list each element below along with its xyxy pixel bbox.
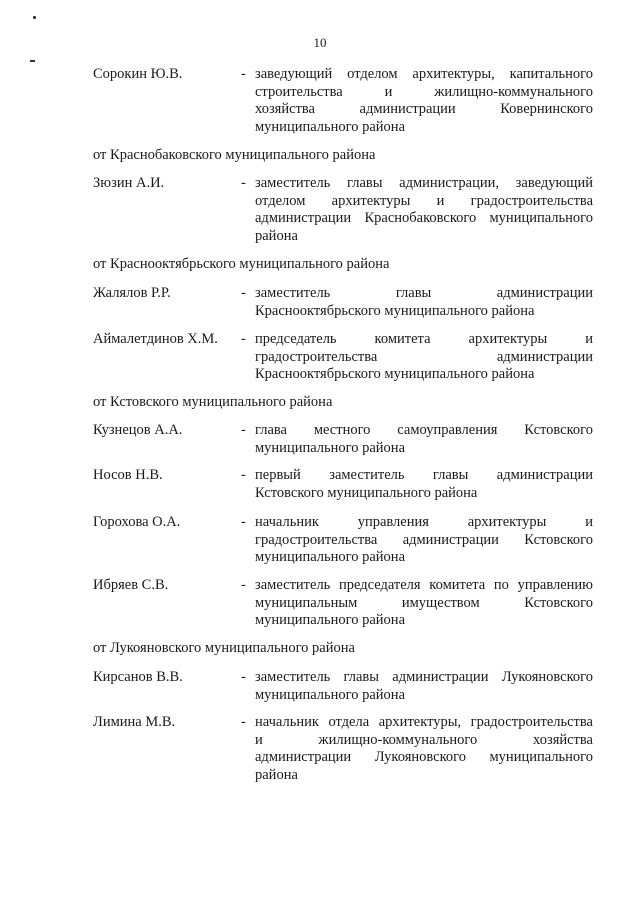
position-line: Кстовского муниципального района bbox=[255, 484, 478, 501]
position-line: заместитель председателя комитета по управлению bbox=[255, 577, 593, 593]
scan-mark bbox=[30, 60, 35, 62]
position-line: градостроительства администрации Кстовского bbox=[255, 531, 593, 548]
position-line: муниципального района bbox=[255, 686, 405, 703]
member-name: Ибряев С.В. bbox=[93, 577, 169, 593]
position-line: Краснооктябрьского муниципального района bbox=[255, 302, 535, 319]
dash-separator: - bbox=[241, 467, 246, 483]
position-line: заместитель главы администрации bbox=[255, 285, 593, 301]
member-name: Зюзин А.И. bbox=[93, 175, 165, 191]
position-line: муниципального района bbox=[255, 118, 405, 135]
member-entry bbox=[93, 175, 593, 255]
dash-separator: - bbox=[241, 514, 246, 530]
member-position bbox=[255, 285, 593, 320]
position-line: градостроительства администрации bbox=[255, 348, 593, 365]
position-line: заведующий отделом архитектуры, капитального bbox=[255, 66, 593, 82]
member-position bbox=[255, 331, 593, 384]
position-line: хозяйства администрации Ковернинского bbox=[255, 101, 593, 117]
member-position bbox=[255, 514, 593, 567]
member-position bbox=[255, 422, 593, 457]
dash-separator: - bbox=[241, 422, 246, 438]
position-line: и жилищно-коммунального хозяйства bbox=[255, 731, 593, 748]
scan-mark bbox=[33, 16, 36, 19]
position-line: председатель комитета архитектуры и bbox=[255, 331, 593, 347]
position-line: Краснооктябрьского муниципального района bbox=[255, 366, 535, 382]
position-line: района bbox=[255, 766, 298, 783]
dash-separator: - bbox=[241, 285, 246, 301]
position-line: муниципального района bbox=[255, 549, 405, 565]
member-name: Аймалетдинов Х.М. bbox=[93, 331, 218, 347]
dash-separator: - bbox=[241, 714, 246, 730]
position-line: начальник управления архитектуры и bbox=[255, 514, 593, 530]
member-name: Кузнецов А.А. bbox=[93, 422, 183, 438]
position-line: муниципальным имуществом Кстовского bbox=[255, 594, 593, 611]
position-line: начальник отдела архитектуры, градостроительства bbox=[255, 714, 593, 730]
position-line: администрации Лукояновского муниципального bbox=[255, 749, 593, 765]
member-name: Сорокин Ю.В. bbox=[93, 66, 183, 82]
member-entry bbox=[93, 714, 593, 794]
member-position bbox=[255, 577, 593, 630]
position-line: муниципального района bbox=[255, 612, 405, 628]
position-line: муниципального района bbox=[255, 439, 405, 456]
position-line: глава местного самоуправления Кстовского bbox=[255, 422, 593, 438]
member-position bbox=[255, 714, 593, 784]
district-heading: от Краснобаковского муниципального района bbox=[93, 147, 376, 163]
position-line: администрации Краснобаковского муниципального bbox=[255, 210, 593, 226]
position-line: строительства и жилищно-коммунального bbox=[255, 83, 593, 100]
position-line: отделом архитектуры и градостроительства bbox=[255, 192, 593, 209]
member-position bbox=[255, 669, 593, 704]
member-name: Жалялов Р.Р. bbox=[93, 285, 171, 301]
district-heading: от Лукояновского муниципального района bbox=[93, 640, 355, 656]
member-name: Лимина М.В. bbox=[93, 714, 176, 730]
position-line: первый заместитель главы администрации bbox=[255, 467, 593, 483]
member-name: Носов Н.В. bbox=[93, 467, 163, 483]
page-number: 10 bbox=[313, 35, 327, 50]
member-name: Кирсанов В.В. bbox=[93, 669, 183, 685]
member-position bbox=[255, 66, 593, 136]
dash-separator: - bbox=[241, 577, 246, 593]
position-line: района bbox=[255, 227, 298, 244]
member-name: Горохова О.А. bbox=[93, 514, 181, 530]
dash-separator: - bbox=[241, 66, 246, 82]
member-entry bbox=[93, 66, 593, 146]
position-line: заместитель главы администрации Лукояновского bbox=[255, 669, 593, 685]
dash-separator: - bbox=[241, 331, 246, 347]
member-position bbox=[255, 175, 593, 245]
member-position bbox=[255, 467, 593, 502]
district-heading: от Краснооктябрьского муниципального района bbox=[93, 256, 390, 272]
dash-separator: - bbox=[241, 669, 246, 685]
dash-separator: - bbox=[241, 175, 246, 191]
position-line: заместитель главы администрации, заведующий bbox=[255, 175, 593, 191]
district-heading: от Кстовского муниципального района bbox=[93, 394, 333, 410]
